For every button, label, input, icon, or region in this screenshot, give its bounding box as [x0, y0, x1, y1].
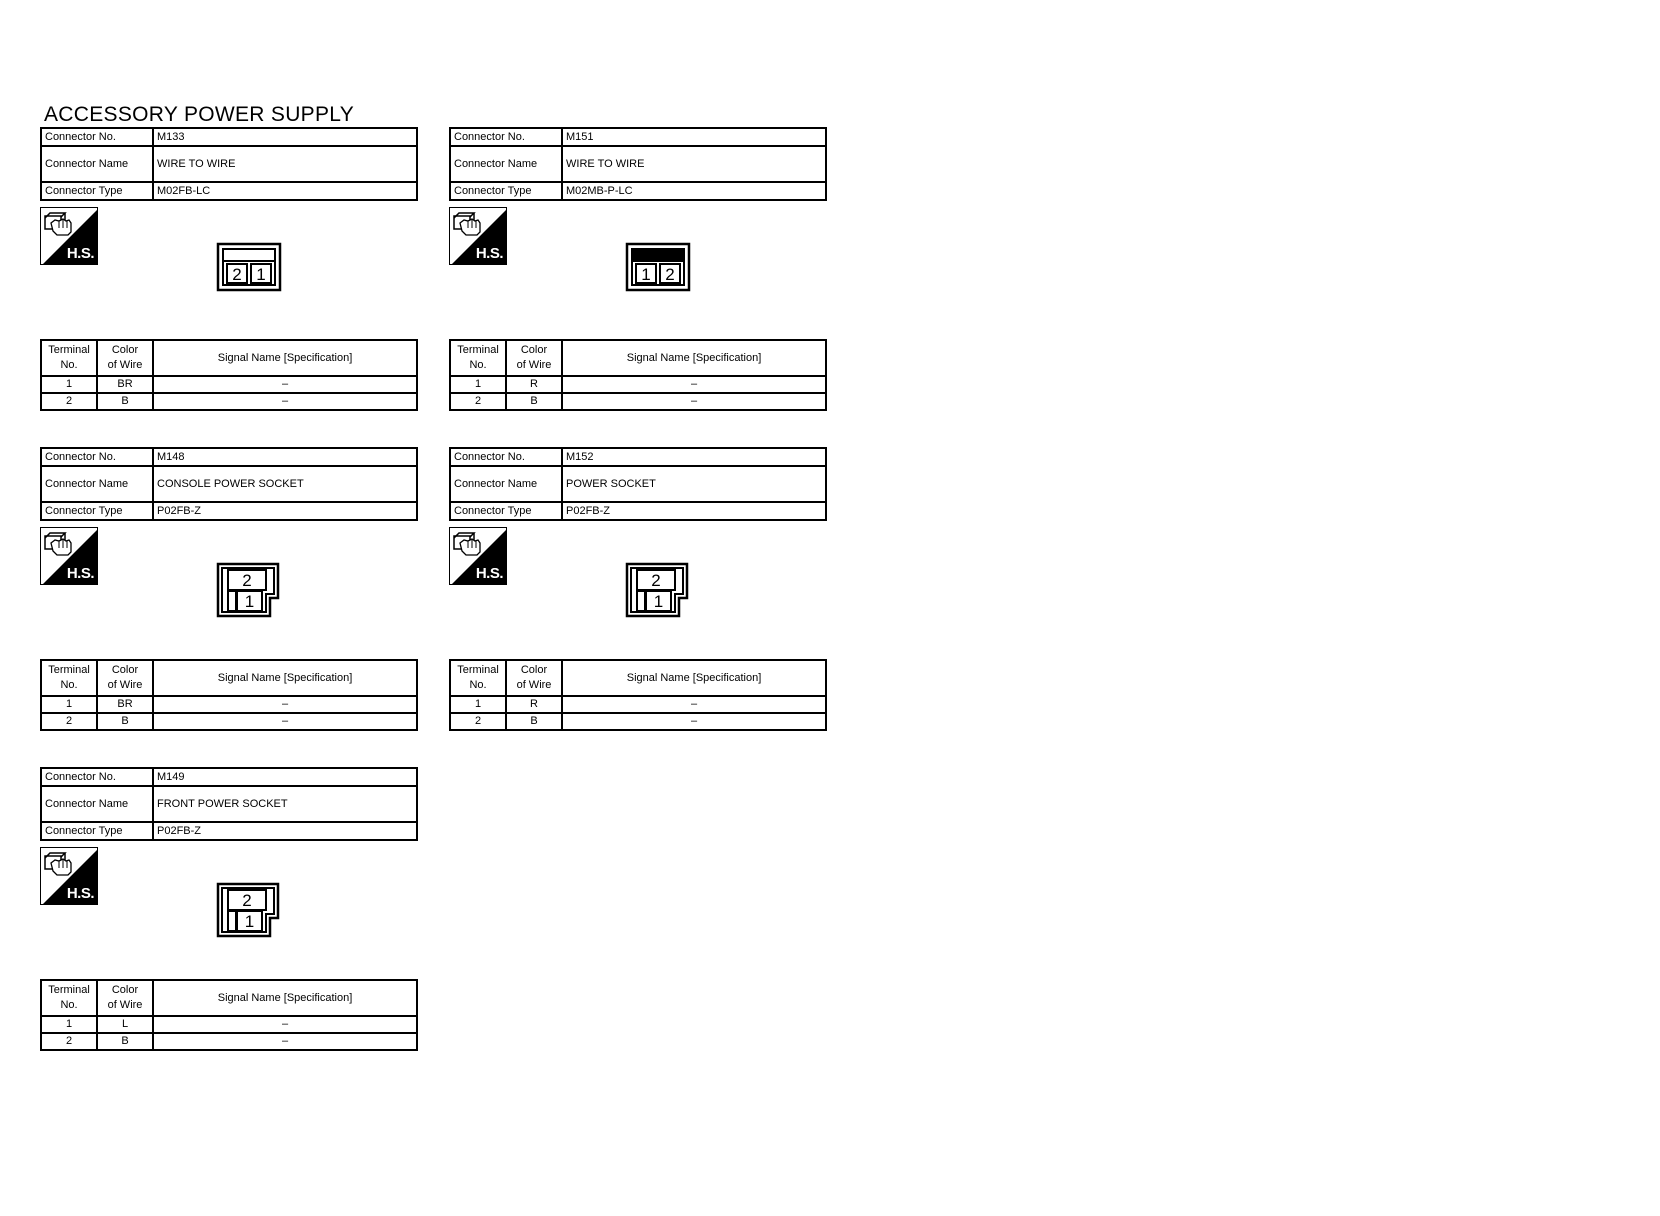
connector-name-value: WIRE TO WIRE	[562, 146, 826, 182]
terminal-number-label: 1	[641, 265, 651, 284]
terminal-number-label: 1	[244, 592, 255, 611]
terminal-number-label: 1	[653, 592, 664, 611]
signal-name-header: Signal Name [Specification]	[153, 660, 417, 696]
color-of-wire-header: Color of Wire	[506, 340, 562, 376]
wire-color-cell: B	[97, 1033, 153, 1050]
connector-type-label: Connector Type	[41, 182, 153, 200]
connector-name-label: Connector Name	[41, 786, 153, 822]
connector-type-value: P02FB-Z	[153, 822, 417, 840]
terminal-no-cell: 1	[450, 376, 506, 393]
terminal-no-header: Terminal No.	[41, 340, 97, 376]
connector-latch	[223, 249, 275, 261]
terminal-table	[40, 339, 418, 411]
connector-no-label: Connector No.	[450, 128, 562, 146]
table-row	[41, 393, 417, 410]
table-row	[450, 696, 826, 713]
connector-no-label: Connector No.	[41, 128, 153, 146]
connector-latch	[632, 249, 684, 261]
table-row	[450, 713, 826, 730]
signal-name-cell: –	[153, 713, 417, 730]
terminal-number-label: 1	[256, 265, 266, 284]
terminal-no-cell: 2	[450, 393, 506, 410]
terminal-no-cell: 1	[41, 376, 97, 393]
terminal-no-cell: 2	[41, 1033, 97, 1050]
color-of-wire-header: Color of Wire	[97, 980, 153, 1016]
connector-face-diagram	[216, 562, 282, 618]
terminal-no-cell: 2	[41, 713, 97, 730]
connector-type-value: P02FB-Z	[153, 502, 417, 520]
terminal-number-label: 2	[665, 265, 675, 284]
harness-side-badge	[40, 527, 98, 585]
connector-info-table	[40, 127, 418, 201]
table-row	[41, 1016, 417, 1033]
harness-side-label: H.S.	[475, 565, 503, 582]
connector-no-value: M133	[153, 128, 417, 146]
connector-face-diagram	[216, 242, 282, 292]
guide-slot	[637, 591, 645, 611]
connector-type-value: P02FB-Z	[562, 502, 826, 520]
connector-name-value: POWER SOCKET	[562, 466, 826, 502]
connector-type-value: M02FB-LC	[153, 182, 417, 200]
signal-name-header: Signal Name [Specification]	[562, 340, 826, 376]
terminal-number-label: 2	[242, 891, 252, 910]
harness-side-label: H.S.	[66, 885, 94, 902]
signal-name-cell: –	[562, 713, 826, 730]
connector-type-label: Connector Type	[450, 182, 562, 200]
wire-color-cell: B	[97, 713, 153, 730]
signal-name-cell: –	[562, 376, 826, 393]
terminal-number-label: 2	[242, 571, 252, 590]
connector-name-label: Connector Name	[450, 146, 562, 182]
terminal-number-label: 2	[232, 265, 242, 284]
table-row	[450, 376, 826, 393]
connector-block	[40, 127, 418, 427]
harness-side-label: H.S.	[66, 245, 94, 262]
connector-info-table	[40, 767, 418, 841]
signal-name-cell: –	[153, 1033, 417, 1050]
harness-side-badge	[40, 847, 98, 905]
signal-name-cell: –	[562, 393, 826, 410]
connector-info-table	[449, 447, 827, 521]
terminal-no-cell: 2	[450, 713, 506, 730]
color-of-wire-header: Color of Wire	[506, 660, 562, 696]
harness-side-label: H.S.	[66, 565, 94, 582]
wire-color-cell: L	[97, 1016, 153, 1033]
wire-color-cell: BR	[97, 376, 153, 393]
harness-side-label: H.S.	[475, 245, 503, 262]
terminal-table	[40, 979, 418, 1051]
wire-color-cell: R	[506, 696, 562, 713]
signal-name-header: Signal Name [Specification]	[153, 340, 417, 376]
signal-name-cell: –	[153, 393, 417, 410]
terminal-number-label: 2	[651, 571, 661, 590]
guide-slot	[228, 591, 236, 611]
harness-side-badge	[40, 207, 98, 265]
terminal-no-cell: 1	[450, 696, 506, 713]
terminal-no-cell: 1	[41, 1016, 97, 1033]
connector-no-value: M149	[153, 768, 417, 786]
wire-color-cell: B	[506, 393, 562, 410]
terminal-no-header: Terminal No.	[450, 340, 506, 376]
signal-name-cell: –	[153, 696, 417, 713]
connector-no-label: Connector No.	[41, 768, 153, 786]
terminal-table	[449, 659, 827, 731]
connector-type-value: M02MB-P-LC	[562, 182, 826, 200]
terminal-no-cell: 1	[41, 696, 97, 713]
connector-face-diagram	[625, 242, 691, 292]
color-of-wire-header: Color of Wire	[97, 340, 153, 376]
harness-side-badge	[449, 207, 507, 265]
terminal-no-header: Terminal No.	[41, 980, 97, 1016]
connector-name-value: FRONT POWER SOCKET	[153, 786, 417, 822]
signal-name-header: Signal Name [Specification]	[153, 980, 417, 1016]
connector-no-value: M151	[562, 128, 826, 146]
connector-block	[40, 767, 418, 1067]
table-row	[450, 393, 826, 410]
connector-name-label: Connector Name	[41, 146, 153, 182]
connector-no-label: Connector No.	[41, 448, 153, 466]
wire-color-cell: B	[506, 713, 562, 730]
terminal-number-label: 1	[244, 912, 255, 931]
harness-side-badge	[449, 527, 507, 585]
signal-name-cell: –	[562, 696, 826, 713]
wire-color-cell: B	[97, 393, 153, 410]
connector-no-value: M148	[153, 448, 417, 466]
signal-name-header: Signal Name [Specification]	[562, 660, 826, 696]
connector-type-label: Connector Type	[41, 822, 153, 840]
terminal-table	[449, 339, 827, 411]
connector-type-label: Connector Type	[41, 502, 153, 520]
table-row	[41, 1033, 417, 1050]
connector-face-diagram	[216, 882, 282, 938]
connector-type-label: Connector Type	[450, 502, 562, 520]
connector-info-table	[40, 447, 418, 521]
connector-name-label: Connector Name	[450, 466, 562, 502]
signal-name-cell: –	[153, 1016, 417, 1033]
terminal-no-header: Terminal No.	[41, 660, 97, 696]
connector-block	[449, 127, 827, 427]
table-row	[41, 713, 417, 730]
table-row	[41, 376, 417, 393]
connector-name-value: CONSOLE POWER SOCKET	[153, 466, 417, 502]
wire-color-cell: BR	[97, 696, 153, 713]
color-of-wire-header: Color of Wire	[97, 660, 153, 696]
connector-name-label: Connector Name	[41, 466, 153, 502]
connector-face-diagram	[625, 562, 691, 618]
connector-block	[40, 447, 418, 747]
terminal-no-header: Terminal No.	[450, 660, 506, 696]
page-title: ACCESSORY POWER SUPPLY	[44, 103, 355, 126]
connector-no-label: Connector No.	[450, 448, 562, 466]
signal-name-cell: –	[153, 376, 417, 393]
terminal-table	[40, 659, 418, 731]
connector-block	[449, 447, 827, 747]
connector-no-value: M152	[562, 448, 826, 466]
wire-color-cell: R	[506, 376, 562, 393]
terminal-no-cell: 2	[41, 393, 97, 410]
connector-info-table	[449, 127, 827, 201]
table-row	[41, 696, 417, 713]
connector-name-value: WIRE TO WIRE	[153, 146, 417, 182]
guide-slot	[228, 911, 236, 931]
